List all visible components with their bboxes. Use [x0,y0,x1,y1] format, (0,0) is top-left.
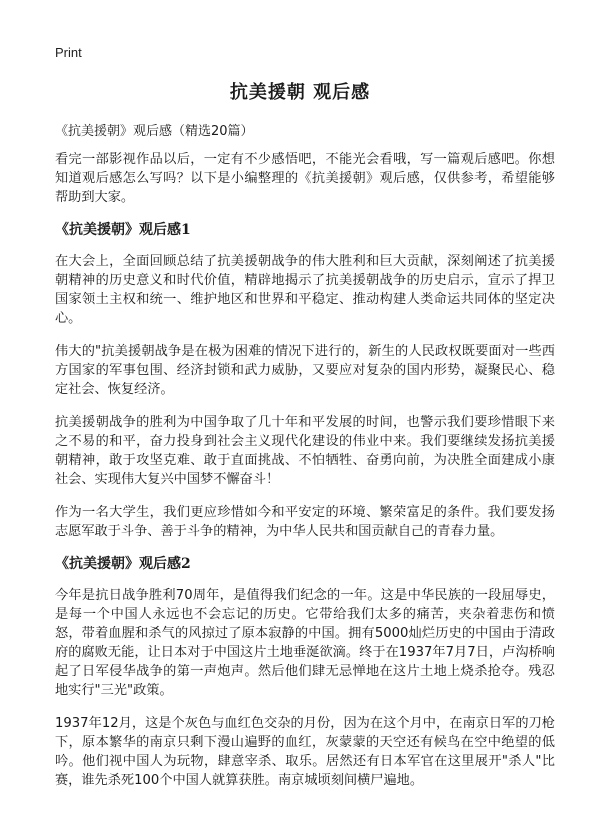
print-link[interactable]: Print [55,45,82,60]
section-heading: 《抗美援朝》观后感1 [55,222,191,238]
section-heading: 《抗美援朝》观后感2 [55,556,191,572]
page-subtitle: 《抗美援朝》观后感（精选20篇） [55,124,254,139]
section-paragraph: 作为一名大学生，我们更应珍惜如今和平安定的环境、繁荣富足的条件。我们要发扬志愿军敢于斗争、善于斗争的精神，为中华人民共和国贡献自己的青春力量。 [55,505,555,539]
section-paragraph: 伟大的"抗美援朝战争是在极为困难的情况下进行的，新生的人民政权既要面对一些西方国家的军事包围、经济封锁和武力威胁，又要应对复杂的国内形势，凝聚民心、稳定社会、恢复经济。 [55,344,555,397]
section-paragraph: 1937年12月，这是个灰色与血红色交杂的月份，因为在这个月中，在南京日军的刀枪下，原本繁华的南京只剩下漫山遍野的血红，灰蒙蒙的天空还有候鸟在空中绝望的低吟。他们视中国人为玩物，肆意宰杀、取乐。居然还有日本军官在这里展开"杀人"比赛，谁先杀死100个中国人就算获胜。南京城顷刻间横尸遍地。 [55,716,555,788]
intro-paragraph: 看完一部影视作品以后，一定有不少感悟吧，不能光会看哦，写一篇观后感吧。你想知道观后感怎么写吗？以下是小编整理的《抗美援朝》观后感，仅供参考，希望能够帮助到大家。 [55,152,555,205]
section-paragraph: 在大会上，全面回顾总结了抗美援朝战争的伟大胜利和巨大贡献，深刻阐述了抗美援朝精神的历史意义和时代价值，精辟地揭示了抗美援朝战争的历史启示，宣示了捍卫国家领土主权和统一、维护地区和世界和平稳定、推动构建人类命运共同体的坚定决心。 [55,254,555,326]
section-paragraph: 抗美援朝战争的胜利为中国争取了几十年和平发展的时间，也警示我们要珍惜眼下来之不易的和平，奋力投身到社会主义现代化建设的伟业中来。我们要继续发扬抗美援朝精神，敢于攻坚克难、敢于直面挑战、不怕牺牲、奋勇向前，为决胜全面建成小康社会、实现伟大复兴中国梦不懈奋斗！ [55,415,555,487]
section-paragraph: 今年是抗日战争胜利70周年，是值得我们纪念的一年。这是中华民族的一段屈辱史，是每一个中国人永远也不会忘记的历史。它带给我们太多的痛苦，夹杂着悲伤和愤怒，带着血腥和杀气的风掠过了原本寂静的中国。拥有5000灿烂历史的中国由于清政府的腐败无能，让日本对于中国这片土地垂涎欲滴。终于在1937年7月7日，卢沟桥响起了日军侵华战争的第一声炮声。然后他们肆无忌惮地在这片土地上烧杀抢夺。残忍地实行"三光"政策。 [55,588,555,698]
article-body [55,150,555,804]
page-title: 抗美援朝 观后感 [229,82,371,103]
